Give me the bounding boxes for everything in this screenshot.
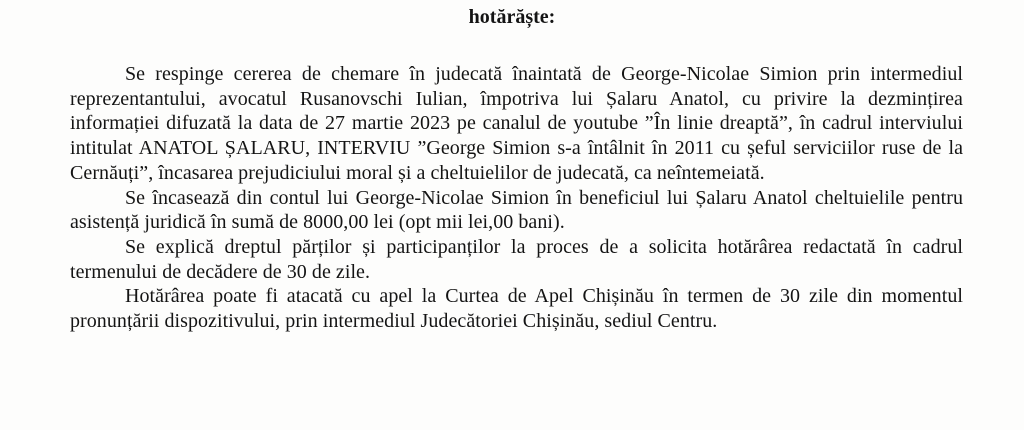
paragraph-legal-costs: Se încasează din contul lui George-Nicolae Simion în beneficiul lui Șalaru Anatol cheltuielile pentru asistență juridică în sumă de 8000,00 lei (opt mii lei,00 bani). (70, 186, 963, 234)
paragraph-claim-rejected: Se respinge cererea de chemare în judecată înaintată de George-Nicolae Simion prin intermediul reprezentantului, avocatul Rusanovschi Iulian, împotriva lui Șalaru Anatol, cu privire la dezmințirea informației difuzată la data de 27 martie 2023 pe canalul de youtube ”În linie dreaptă”, în cadrul interviului intitulat ANATOL ȘALARU, INTERVIU ”George Simion s-a întâlnit în 2011 cu șeful serviciilor ruse de la Cernăuți”, încasarea prejudiciului moral și a cheltuielilor de judecată, ca neîntemeiată. (70, 63, 963, 184)
decision-heading: hotărăște: (468, 6, 556, 28)
paragraph-appeal: Hotărârea poate fi atacată cu apel la Curtea de Apel Chișinău în termen de 30 zile din momentul pronunțării dispozitivului, prin intermediul Judecătoriei Chișinău, sediul Centru. (70, 285, 963, 333)
decision-body (70, 62, 963, 334)
paragraph-right-to-request: Se explică dreptul părților și participanților la proces de a solicita hotărârea redactată în cadrul termenului de decădere de 30 de zile. (70, 235, 963, 283)
